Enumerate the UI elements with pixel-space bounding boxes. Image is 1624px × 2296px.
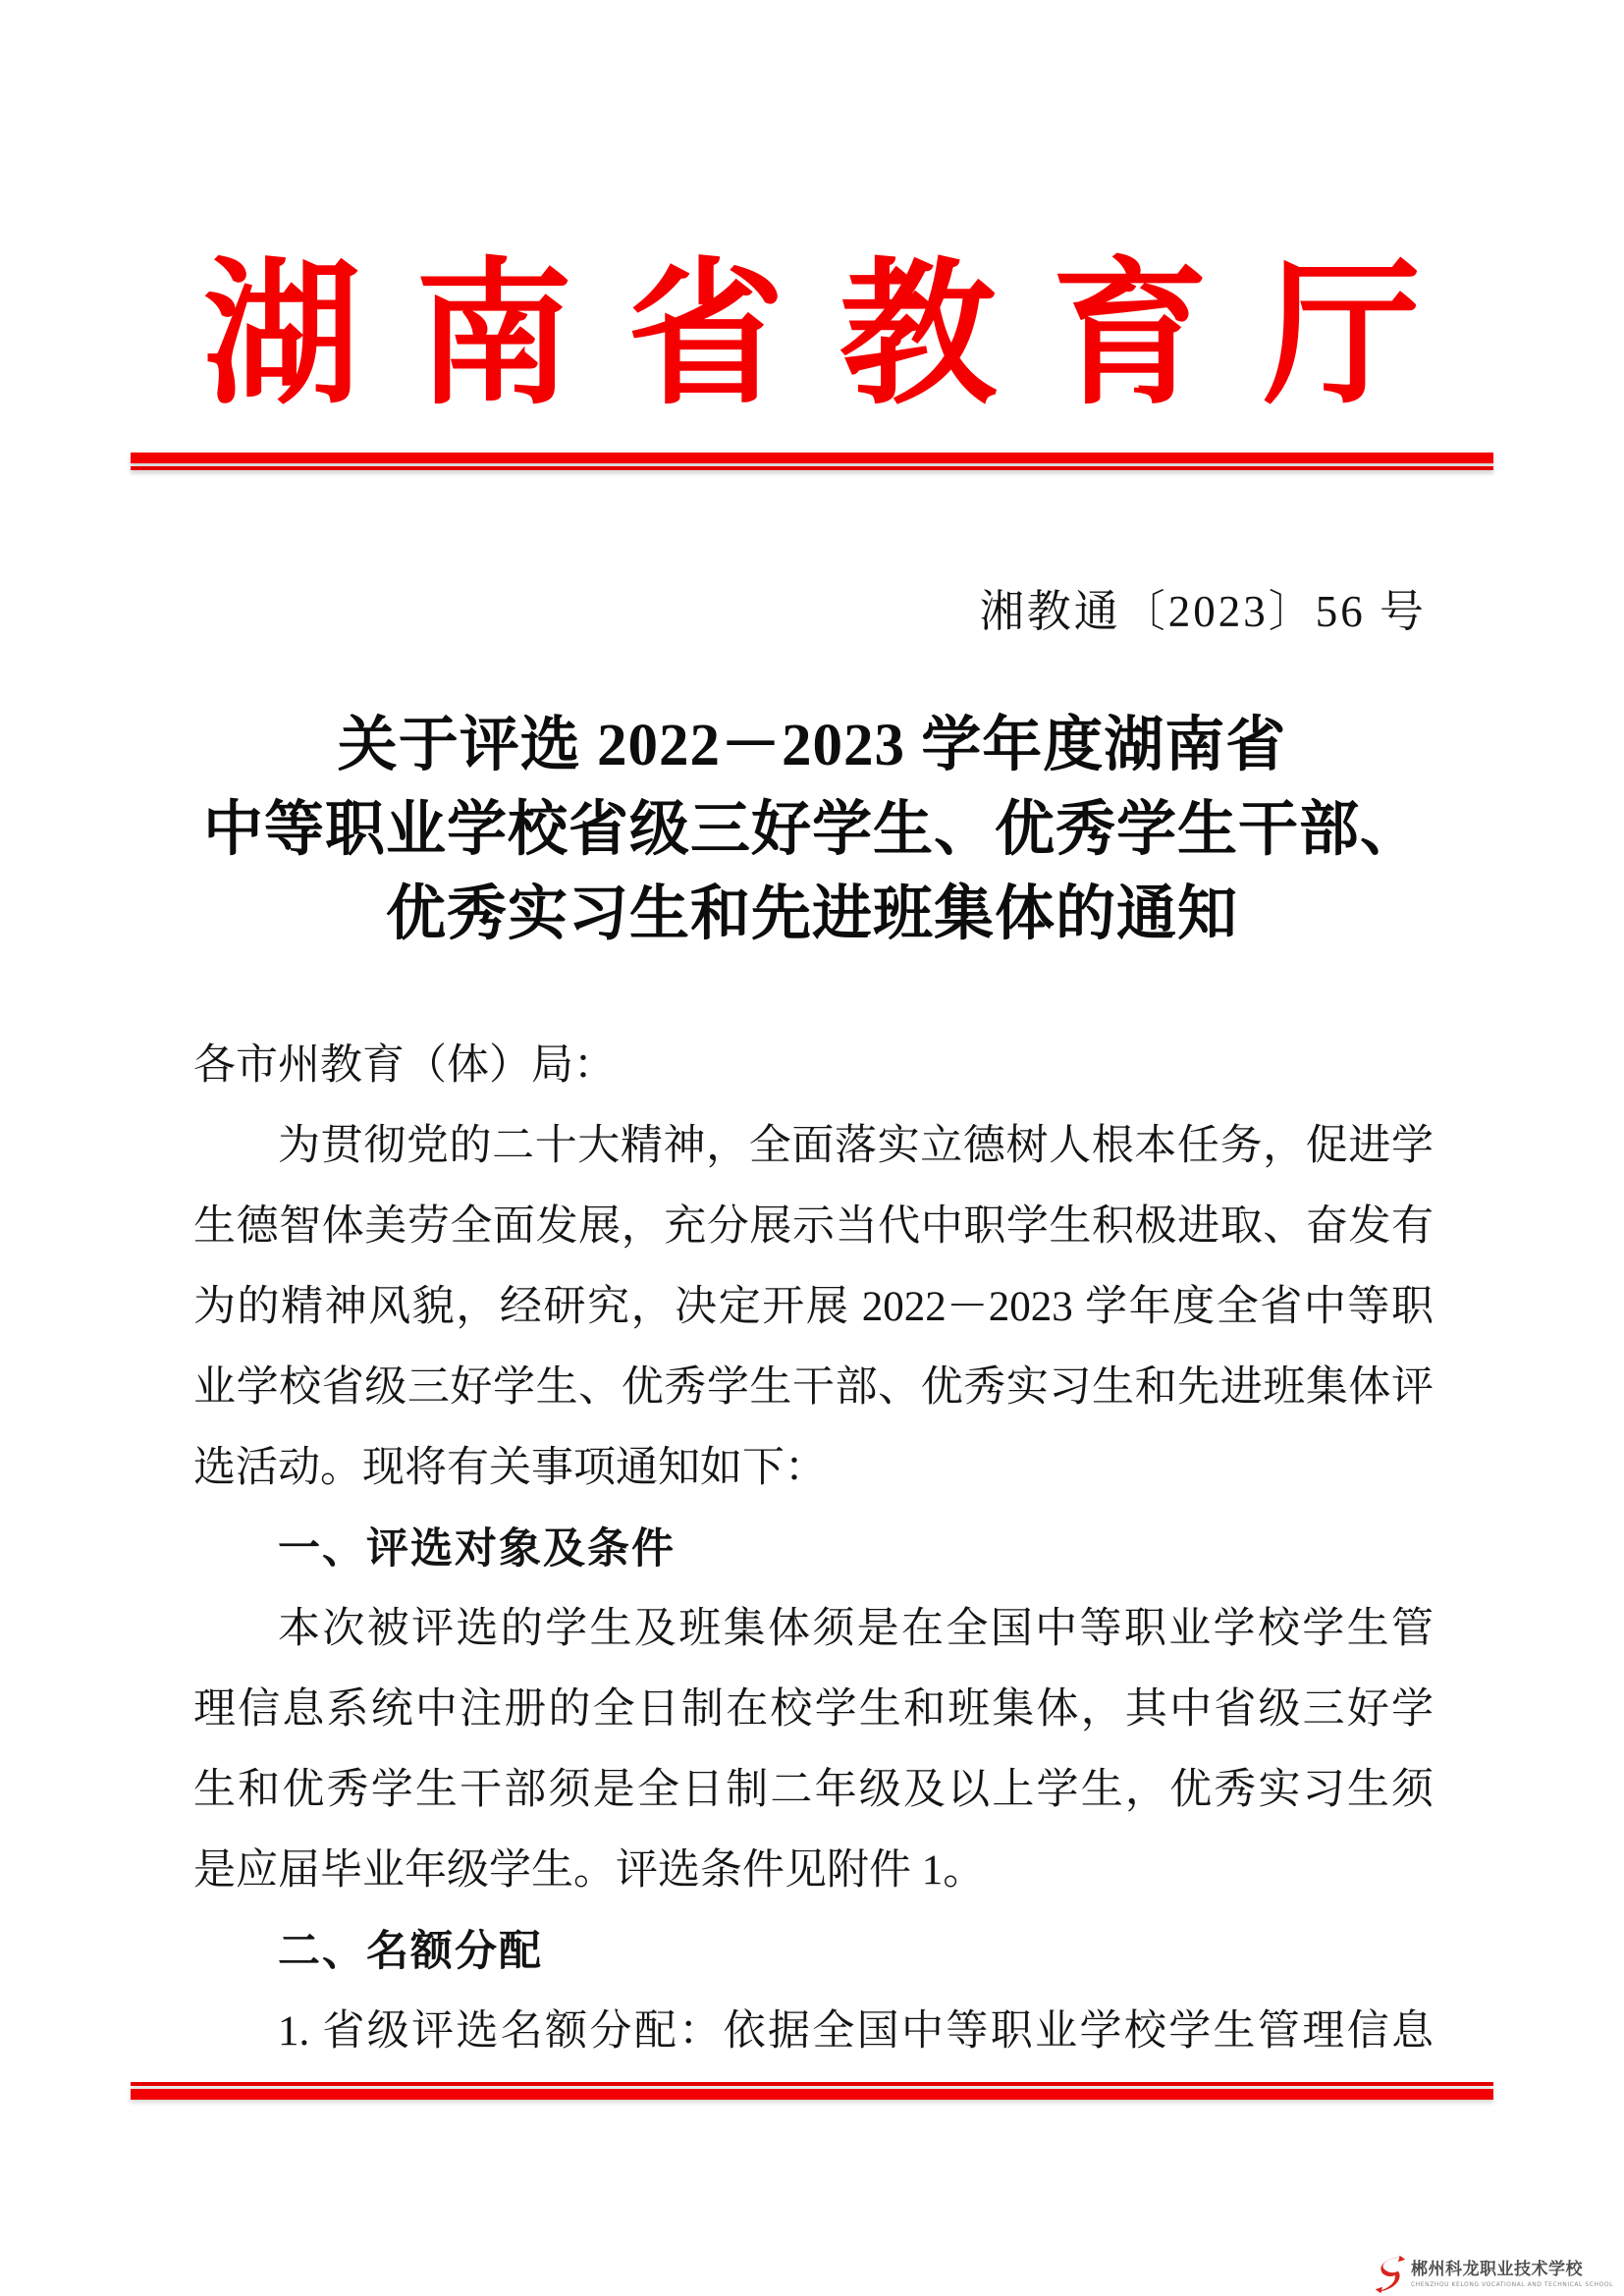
rule-thick-bar: [131, 2089, 1493, 2100]
body-line: 选活动。现将有关事项通知如下：: [193, 1445, 827, 1491]
body-line: 理信息系统中注册的全日制在校学生和班集体，其中省级三好学: [193, 1686, 1434, 1733]
school-name-zh: 郴州科龙职业技术学校: [1410, 2259, 1583, 2279]
body-line: 生和优秀学生干部须是全日制二年级及以上学生，优秀实习生须: [193, 1767, 1434, 1813]
letterhead-rule-top: [131, 453, 1493, 470]
letterhead-rule-bottom: [131, 2082, 1493, 2100]
letterhead-agency-name: [203, 248, 1421, 423]
school-watermark-logo: [1375, 2255, 1613, 2294]
letterhead-char: 厅: [1263, 248, 1421, 423]
rule-thick-bar: [131, 453, 1493, 463]
body-line: 业学校省级三好学生、优秀学生干部、优秀实习生和先进班集体评: [193, 1364, 1434, 1411]
notice-title-line-2: 中等职业学校省级三好学生、优秀学生干部、: [202, 797, 1421, 863]
letterhead-char: 湖: [203, 248, 361, 423]
notice-title-line-3: 优秀实习生和先进班集体的通知: [385, 881, 1238, 947]
school-name-en: CHENZHOU KELONG VOCATIONAL AND TECHNICAL SCHOOL: [1410, 2281, 1613, 2289]
body-line: 本次被评选的学生及班集体须是在全国中等职业学校学生管: [278, 1606, 1434, 1652]
body-line: 生德智体美劳全面发展，充分展示当代中职学生积极进取、奋发有: [193, 1203, 1434, 1250]
letterhead-char: 教: [839, 248, 997, 423]
body-line: 1. 省级评选名额分配：依据全国中等职业学校学生管理信息: [278, 2008, 1434, 2055]
letterhead-char: 育: [1051, 248, 1209, 423]
kelong-swoosh-icon: [1375, 2255, 1406, 2294]
rule-thin-bar: [131, 466, 1493, 470]
doc-reference-number: 湘教通〔2023〕56 号: [979, 587, 1427, 636]
body-line: 为贯彻党的二十大精神，全面落实立德树人根本任务，促进学: [278, 1123, 1434, 1169]
body-line: 是应届毕业年级学生。评选条件见附件 1。: [193, 1847, 986, 1894]
notice-title: [0, 704, 1624, 957]
letterhead-char: 省: [626, 248, 785, 423]
school-logo-text: [1411, 2261, 1613, 2289]
body-line: 为的精神风貌，经研究，决定开展 2022－2023 学年度全省中等职: [193, 1284, 1434, 1330]
notice-body: [193, 1026, 1434, 2072]
salutation: 各市州教育（体）局：: [193, 1042, 616, 1089]
section-heading-1: 一、评选对象及条件: [278, 1524, 676, 1574]
notice-title-line-1: 关于评选 2022－2023 学年度湖南省: [337, 713, 1287, 778]
section-heading-2: 二、名额分配: [278, 1927, 543, 1976]
letterhead-char: 南: [414, 248, 572, 423]
